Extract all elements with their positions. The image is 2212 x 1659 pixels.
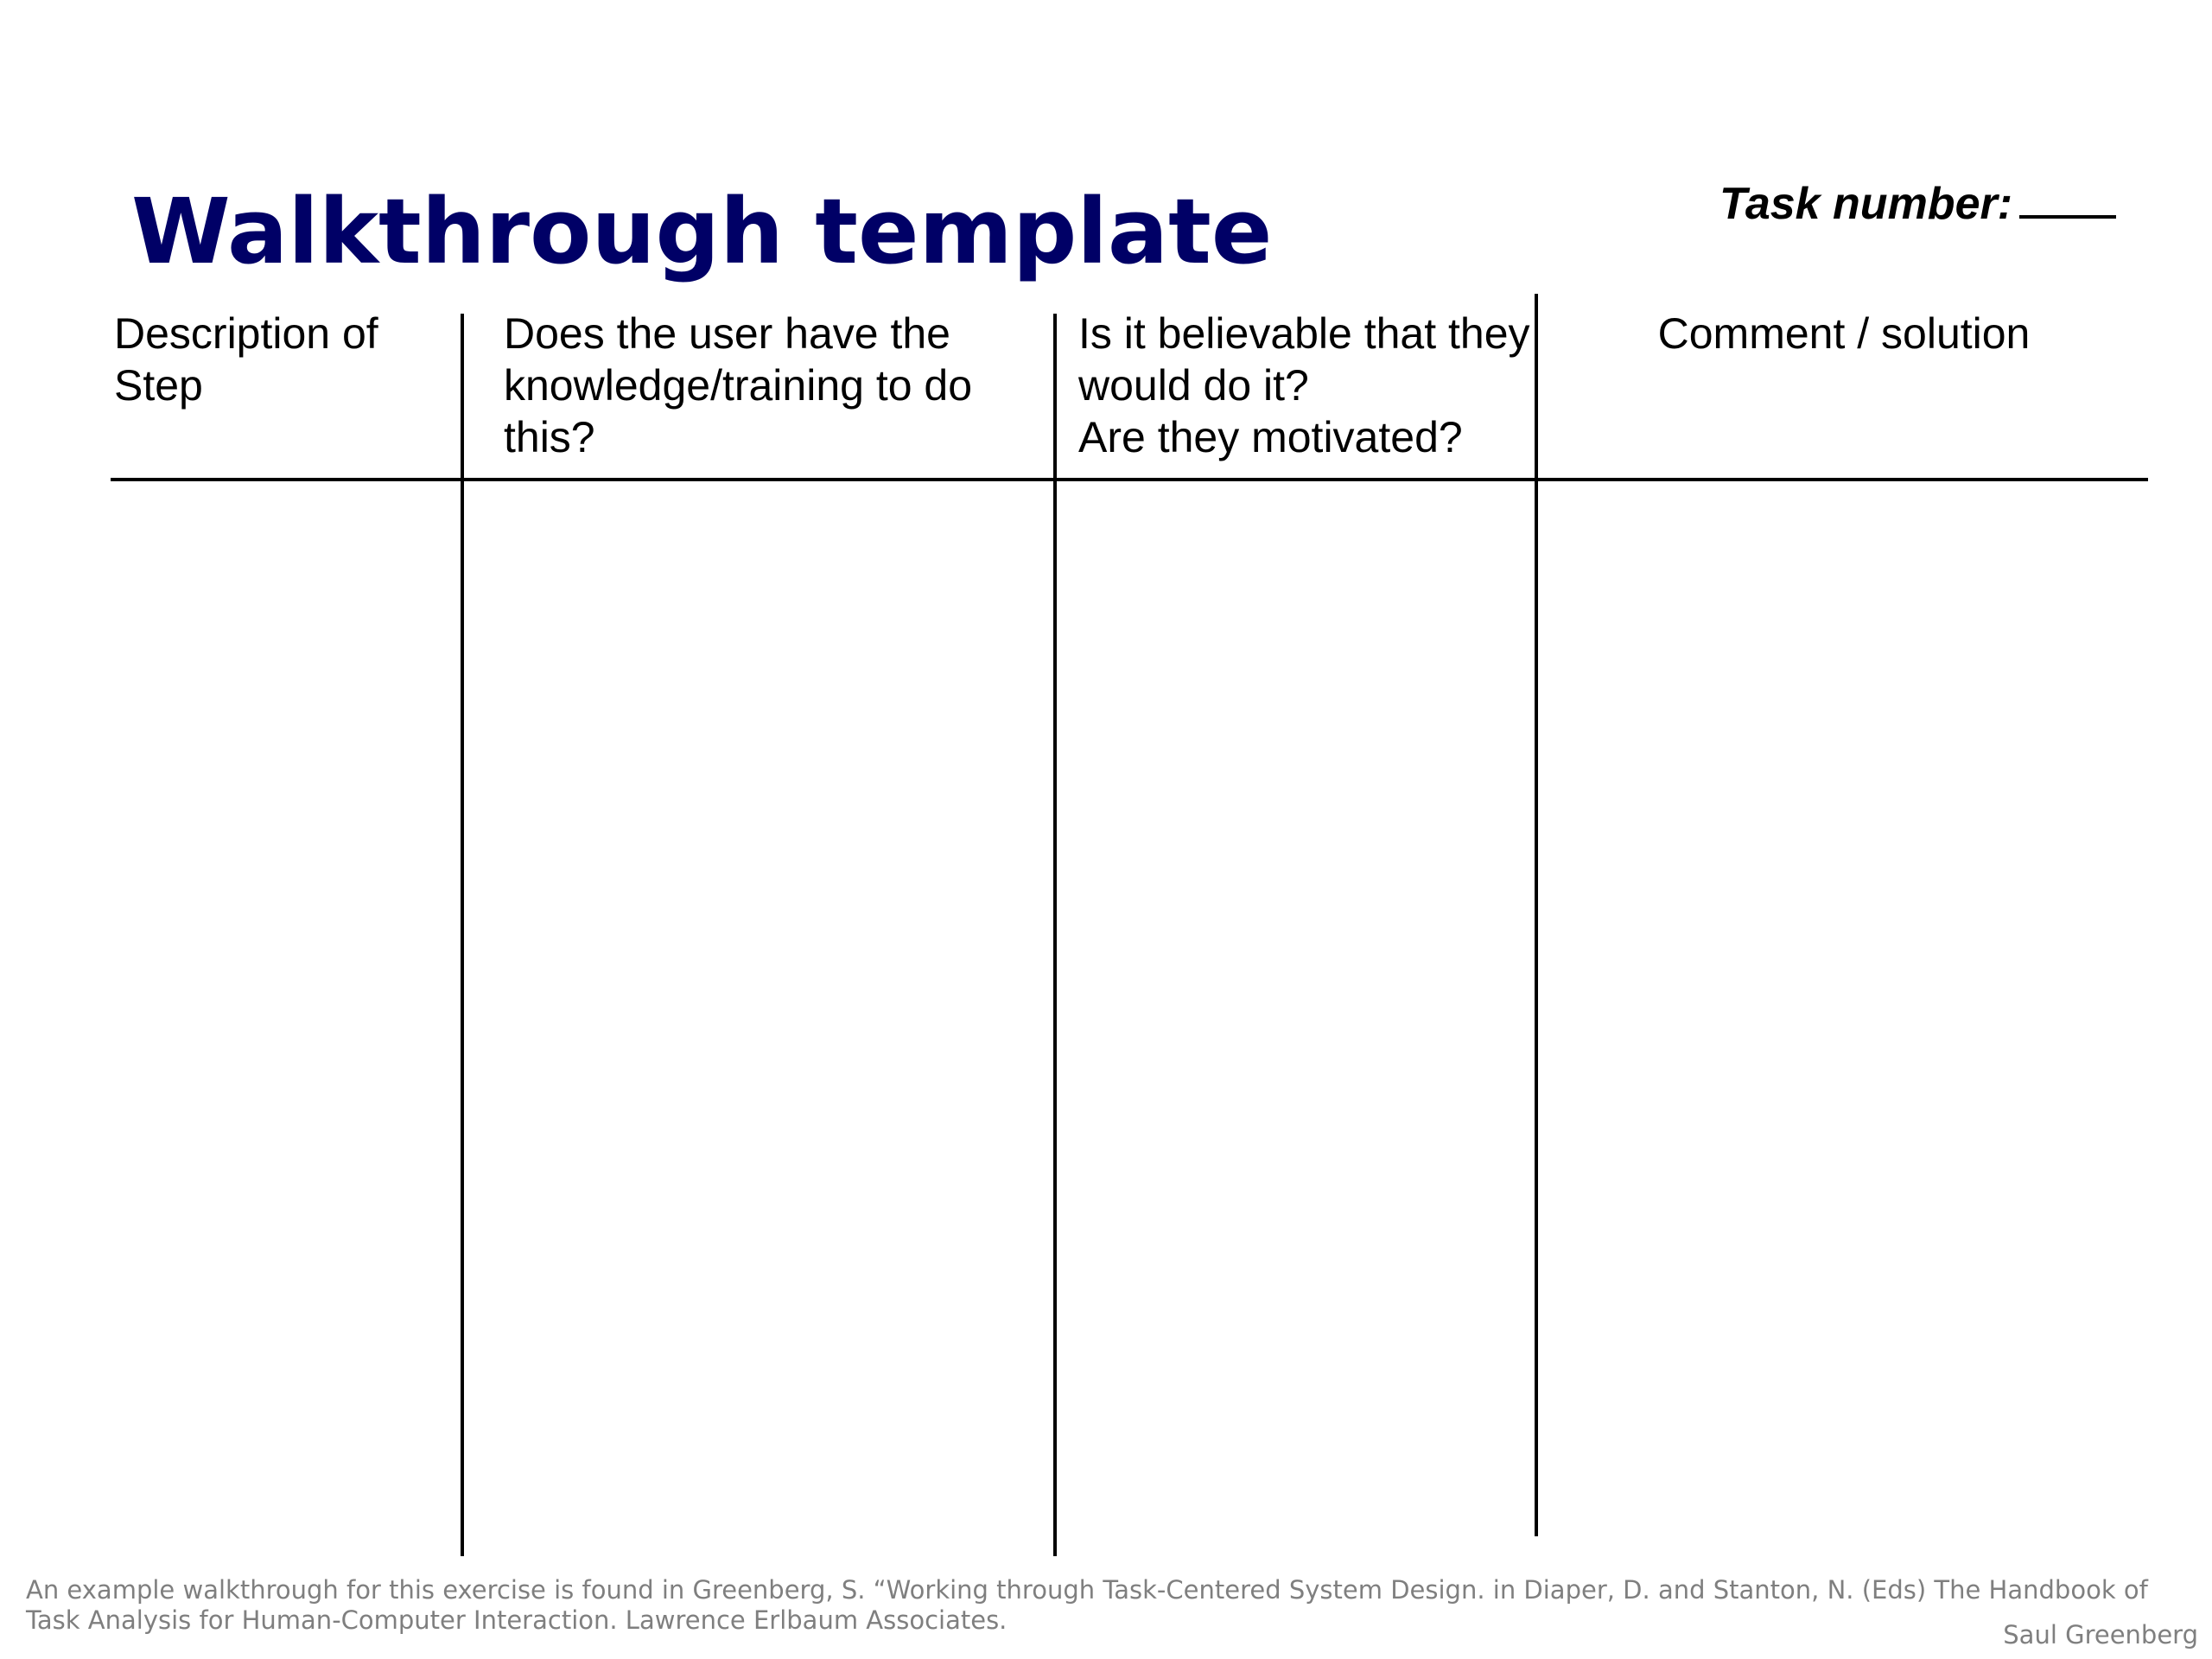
column-header-believable: Is it believable that they would do it? Are they motivated?	[1078, 309, 1530, 461]
column-divider-1	[461, 314, 464, 1556]
author-credit: Saul Greenberg	[2003, 1620, 2198, 1649]
column-header-description: Description of Step	[114, 309, 378, 410]
page-title: Walkthrough template	[131, 179, 1273, 284]
task-number-blank-line	[2019, 177, 2116, 219]
column-header-knowledge: Does the user have the knowledge/training to do this?	[504, 309, 973, 461]
footnote-citation: An example walkthrough for this exercise is found in Greenberg, S. “Working through Task-Centered System Design. in Diaper, D. and Stanton, N. (Eds) The Handbook of Task Analysis for Human-Computer Interaction. Lawrence Erlbaum Associates.	[26, 1575, 2148, 1635]
column-divider-2	[1053, 314, 1057, 1556]
column-header-comment: Comment / solution	[1657, 309, 2031, 358]
column-divider-3	[1535, 294, 1538, 1536]
task-number-field	[1719, 177, 2116, 231]
task-number-label: Task number:	[1719, 179, 2013, 229]
header-rule	[111, 478, 2148, 481]
